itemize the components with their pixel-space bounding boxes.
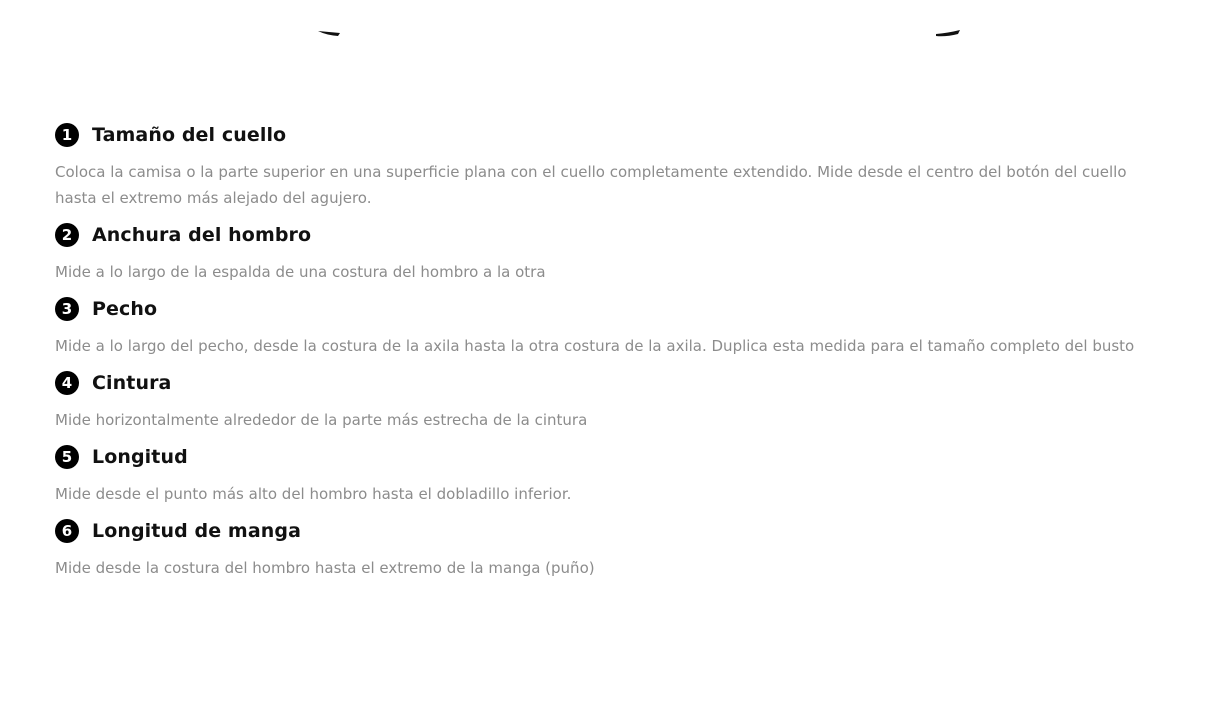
measurement-guide xyxy=(55,122,1175,581)
number-badge: 6 xyxy=(55,519,79,543)
measurement-description: Coloca la camisa o la parte superior en una superficie plana con el cuello completamente extendido. Mide desde el centro del botón del cuello hasta el extremo más alejado del agujero. xyxy=(55,163,1127,207)
measurement-item-header xyxy=(55,296,1175,322)
measurement-description: Mide a lo largo de la espalda de una costura del hombro a la otra xyxy=(55,263,546,281)
measurement-title: Longitud de manga xyxy=(92,520,301,542)
measurement-description: Mide desde la costura del hombro hasta el extremo de la manga (puño) xyxy=(55,559,595,577)
measurement-title: Tamaño del cuello xyxy=(92,124,287,146)
measurement-item xyxy=(55,296,1175,359)
measurement-item-header xyxy=(55,122,1175,148)
measurement-item xyxy=(55,122,1175,211)
measurement-title: Pecho xyxy=(92,298,158,320)
garment-illustration-fragment xyxy=(0,0,1212,60)
measurement-title: Cintura xyxy=(92,372,172,394)
left-arrow-tip-icon xyxy=(318,31,340,36)
measurement-item xyxy=(55,444,1175,507)
measurement-item xyxy=(55,370,1175,433)
number-badge: 5 xyxy=(55,445,79,469)
measurement-title: Longitud xyxy=(92,446,188,468)
measurement-item xyxy=(55,222,1175,285)
number-badge: 1 xyxy=(55,123,79,147)
right-arrow-tip-icon xyxy=(936,30,960,36)
measurement-item-header xyxy=(55,444,1175,470)
number-badge: 2 xyxy=(55,223,79,247)
measurement-item-header xyxy=(55,222,1175,248)
number-badge: 4 xyxy=(55,371,79,395)
measurement-description: Mide horizontalmente alrededor de la parte más estrecha de la cintura xyxy=(55,411,588,429)
measurement-item xyxy=(55,518,1175,581)
measurement-item-header xyxy=(55,518,1175,544)
arrow-marks-icon xyxy=(0,0,1212,60)
measurement-description: Mide a lo largo del pecho, desde la costura de la axila hasta la otra costura de la axila. Duplica esta medida para el tamaño completo del busto xyxy=(55,337,1135,355)
measurement-description: Mide desde el punto más alto del hombro hasta el dobladillo inferior. xyxy=(55,485,572,503)
number-badge: 3 xyxy=(55,297,79,321)
measurement-title: Anchura del hombro xyxy=(92,224,312,246)
measurement-item-header xyxy=(55,370,1175,396)
